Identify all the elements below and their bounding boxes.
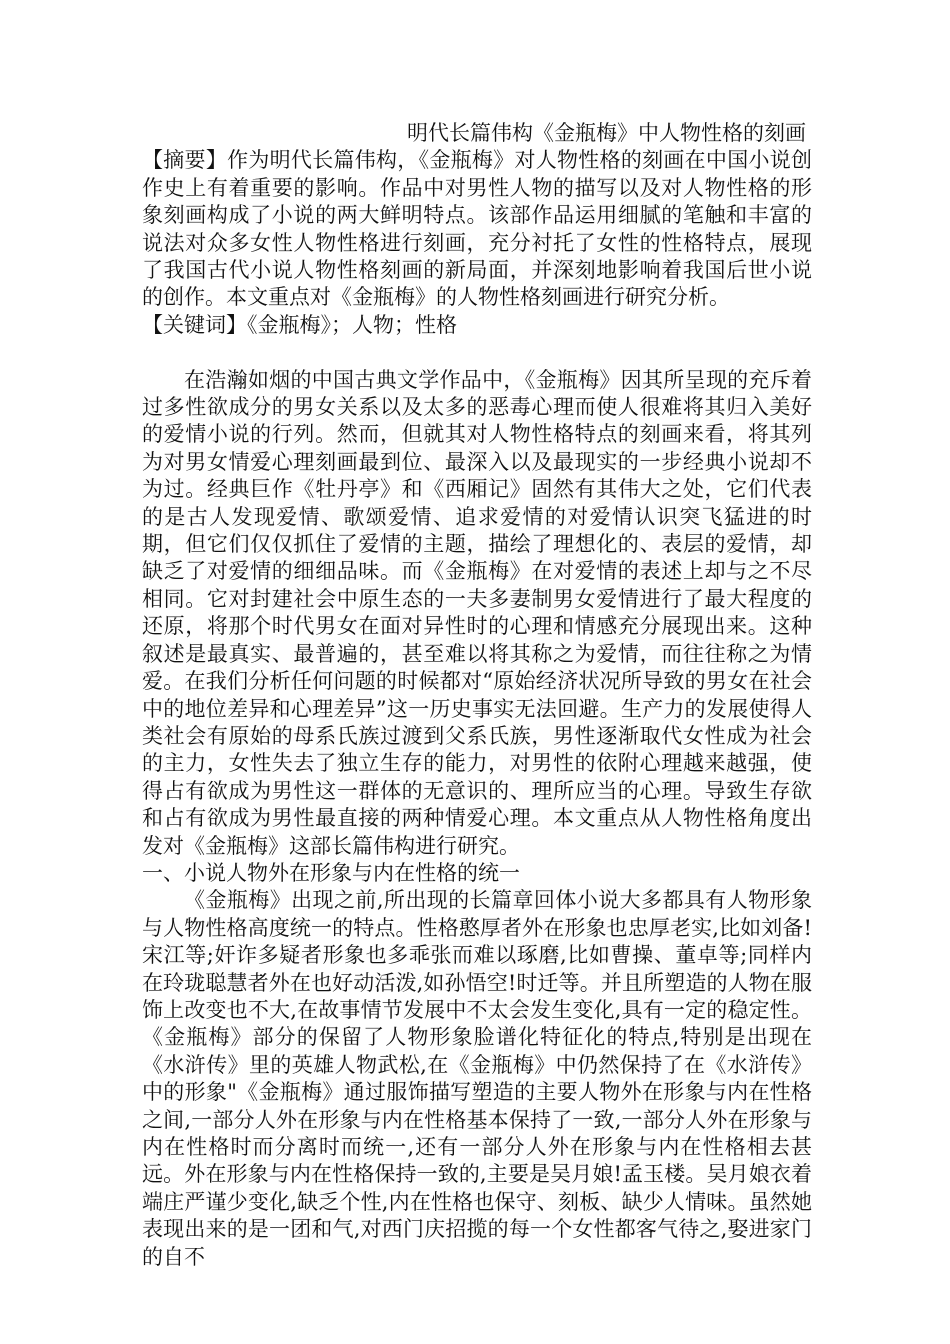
abstract-text: 作为明代长篇伟构，《金瓶梅》对人物性格的刻画在中国小说创作史上有着重要的影响。作品中对男性人物的描写以及对人物性格的形象刻画构成了小说的两大鲜明特点。该部作品运用细腻的笔触和丰富的说法对众多女性人物性格进行刻画，充分衬托了女性的性格特点，展现了我国古代小说人物性格刻画的新局面，并深刻地影响着我国后世小说的创作。本文重点对《金瓶梅》的人物性格刻画进行研究分析。 — [142, 148, 813, 310]
document-page — [142, 120, 812, 1271]
keywords-label: 【关键词】 — [142, 312, 247, 337]
section-paragraph: 《金瓶梅》出现之前,所出现的长篇章回体小说大多都具有人物形象与人物性格高度统一的特点。性格憨厚者外在形象也忠厚老实,比如刘备!宋江等;奸诈多疑者形象也多乖张而难以琢磨,比如曹操、董卓等;同样内在玲珑聪慧者外在也好动活泼,如孙悟空!时迁等。并且所塑造的人物在服饰上改变也不大,在故事情节发展中不太会发生变化,具有一定的稳定性。《金瓶梅》部分的保留了人物形象脸谱化特征化的特点,特别是出现在《水浒传》里的英雄人物武松,在《金瓶梅》中仍然保持了在《水浒传》中的形象"《金瓶梅》通过服饰描写塑造的主要人物外在形象与内在性格之间,一部分人外在形象与内在性格基本保持了一致,一部分人外在形象与内在性格时而分离时而统一,还有一部分人外在形象与内在性格相去甚远。外在形象与内在性格保持一致的,主要是吴月娘!孟玉楼。吴月娘衣着端庄严谨少变化,缺乏个性,内在性格也保守、刻板、缺少人情味。虽然她表现出来的是一团和气,对西门庆招揽的每一个女性都客气待之,娶进家门的自不 — [142, 888, 812, 1269]
intro-paragraph: 在浩瀚如烟的中国古典文学作品中，《金瓶梅》因其所呈现的充斥着过多性欲成分的男女关系以及太多的恶毒心理而使人很难将其归入美好的爱情小说的行列。然而，但就其对人物性格特点的刻画来看，将其列为对男女情爱心理刻画最到位、最深入以及最现实的一步经典小说却不为过。经典巨作《牡丹亭》和《西厢记》固然有其伟大之处，它们代表的是古人发现爱情、歌颂爱情、追求爱情的对爱情认识突飞猛进的时期，但它们仅仅抓住了爱情的主题，描绘了理想化的、表层的爱情，却缺乏了对爱情的细细品味。而《金瓶梅》在对爱情的表述上却与之不尽相同。它对封建社会中原生态的一夫多妻制男女爱情进行了最大程度的还原，将那个时代男女在面对异性时的心理和情感充分展现出来。这种叙述是最真实、最普遍的，甚至难以将其称之为爱情，而往往称之为情爱。在我们分析任何问题的时候都对“原始经济状况所导致的男女在社会中的地位差异和心理差异”这一历史事实无法回避。生产力的发展使得人类社会有原始的母系氏族过渡到父系氏族，男性逐渐取代女性成为社会的主力，女性失去了独立生存的能力，对男性的依附心理越来越强，使得占有欲成为男性这一群体的无意识的、理所应当的心理。导致生存欲和占有欲成为男性最直接的两种情爱心理。本文重点从人物性格角度出发对《金瓶梅》这部长篇伟构进行研究。 — [142, 367, 812, 858]
section-heading: 一、小说人物外在形象与内在性格的统一 — [142, 860, 520, 885]
document-title: 明代长篇伟构《金瓶梅》中人物性格的刻画 — [407, 121, 806, 145]
abstract — [142, 147, 812, 311]
keywords — [142, 312, 812, 339]
abstract-label: 【摘要】 — [142, 148, 228, 173]
blank-line — [142, 339, 812, 366]
keywords-text: 《金瓶梅》；人物；性格 — [247, 312, 457, 337]
